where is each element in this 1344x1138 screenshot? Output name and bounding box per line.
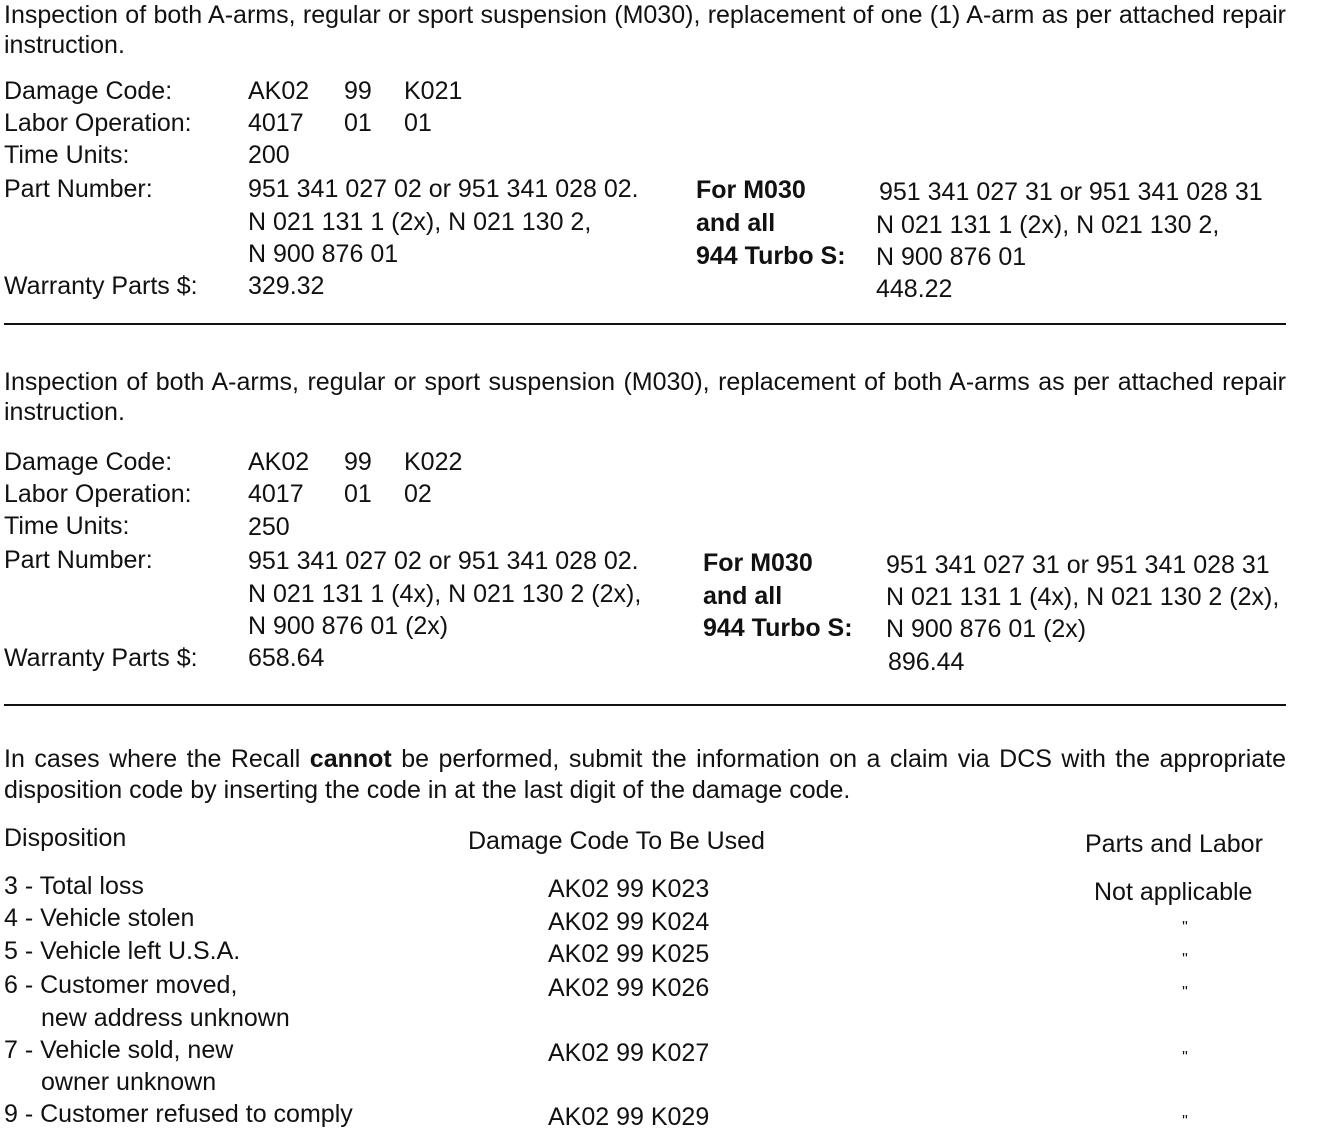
section1-part-line: N 021 131 1 (2x), N 021 130 2, [248,208,592,236]
section1-part-line: 951 341 027 02 or 951 341 028 02. [248,175,639,203]
disposition-code: AK02 99 K029 [548,1103,710,1131]
section2-damage-code-3: K022 [404,448,463,476]
section-divider [4,704,1286,706]
section1-part-line: N 900 876 01 [248,240,399,268]
section2-part-line: N 900 876 01 (2x) [248,612,449,640]
section2-alt-label: and all [703,582,783,610]
disposition-label: 9 - Customer refused to comply [4,1100,353,1128]
section1-part-number-label: Part Number: [4,175,153,203]
disposition-code: AK02 99 K023 [548,875,710,903]
section1-time-units: 200 [248,141,290,169]
disposition-label: 4 - Vehicle stolen [4,904,195,932]
section2-damage-code-1: AK02 [248,448,310,476]
section1-alt-label: and all [696,209,776,237]
ditto-mark: " [1182,1113,1188,1130]
ditto-mark: " [1182,919,1188,936]
section2-labor-operation-3: 02 [404,480,432,508]
section1-labor-operation-3: 01 [404,109,432,137]
section1-alt-part-line: 951 341 027 31 or 951 341 028 31 [879,178,1263,206]
section1-damage-code-3: K021 [404,77,463,105]
section2-part-line: N 021 131 1 (4x), N 021 130 2 (2x), [248,580,642,608]
section1-time-units-label: Time Units: [4,141,130,169]
section2-damage-code-label: Damage Code: [4,448,173,476]
recall-note [4,744,1286,806]
section2-warranty-parts-label: Warranty Parts $: [4,644,198,672]
section2-labor-operation-label: Labor Operation: [4,480,192,508]
section2-alt-label: For M030 [703,549,813,577]
disposition-code: AK02 99 K027 [548,1039,710,1067]
section1-alt-label: For M030 [696,176,806,204]
disposition-column-header: Disposition [4,824,127,852]
disposition-parts-labor: Not applicable [1094,878,1253,906]
disposition-code: AK02 99 K025 [548,940,710,968]
section1-labor-operation-2: 01 [344,109,372,137]
section2-alt-part-line: 951 341 027 31 or 951 341 028 31 [886,551,1270,579]
recall-note-emphasis: cannot [309,745,392,773]
disposition-label: 7 - Vehicle sold, new [4,1036,234,1064]
recall-note-text: In cases where the Recall [4,745,310,773]
disposition-label: 3 - Total loss [4,872,144,900]
section2-time-units: 250 [248,513,290,541]
recall-note-text: be performed, submit the information on a claim via DCS with the appropriate disposition code by inserting the code in at the last digit of the damage code. [4,745,1286,804]
section1-alt-part-line: N 021 131 1 (2x), N 021 130 2, [876,211,1220,239]
section2-time-units-label: Time Units: [4,512,130,540]
ditto-mark: " [1182,1049,1188,1066]
section1-alt-warranty-parts: 448.22 [876,275,953,303]
section-divider [4,323,1286,325]
parts-labor-column-header: Parts and Labor [1085,830,1263,858]
section1-warranty-parts-label: Warranty Parts $: [4,272,198,300]
section1-damage-code-1: AK02 [248,77,310,105]
section2-part-line: 951 341 027 02 or 951 341 028 02. [248,547,639,575]
ditto-mark: " [1182,984,1188,1001]
section2-alt-part-line: N 021 131 1 (4x), N 021 130 2 (2x), [886,583,1280,611]
section2-labor-operation-1: 4017 [248,480,304,508]
disposition-code: AK02 99 K024 [548,908,710,936]
section2-warranty-parts: 658.64 [248,644,325,672]
section1-damage-code-2: 99 [344,77,372,105]
damage-code-column-header: Damage Code To Be Used [468,827,765,855]
section2-alt-label: 944 Turbo S: [703,614,853,642]
section1-labor-operation-label: Labor Operation: [4,109,192,137]
disposition-label: 6 - Customer moved, [4,971,238,999]
ditto-mark: " [1182,951,1188,968]
section1-intro: Inspection of both A-arms, regular or sport suspension (M030), replacement of one (1) A-arm as per attached repair instruction. [4,1,1286,59]
section2-part-number-label: Part Number: [4,546,153,574]
disposition-label: 5 - Vehicle left U.S.A. [4,937,241,965]
section2-labor-operation-2: 01 [344,480,372,508]
section1-alt-label: 944 Turbo S: [696,242,846,270]
section2-alt-warranty-parts: 896.44 [888,648,965,676]
section2-alt-part-line: N 900 876 01 (2x) [886,615,1087,643]
section1-damage-code-label: Damage Code: [4,77,173,105]
disposition-label-continued: new address unknown [41,1004,290,1032]
section1-alt-part-line: N 900 876 01 [876,243,1027,271]
section1-warranty-parts: 329.32 [248,272,325,300]
disposition-code: AK02 99 K026 [548,974,710,1002]
section2-intro: Inspection of both A-arms, regular or sport suspension (M030), replacement of both A-arms as per attached repair instruction. [4,368,1286,426]
disposition-label-continued: owner unknown [41,1068,217,1096]
section2-damage-code-2: 99 [344,448,372,476]
section1-labor-operation-1: 4017 [248,109,304,137]
